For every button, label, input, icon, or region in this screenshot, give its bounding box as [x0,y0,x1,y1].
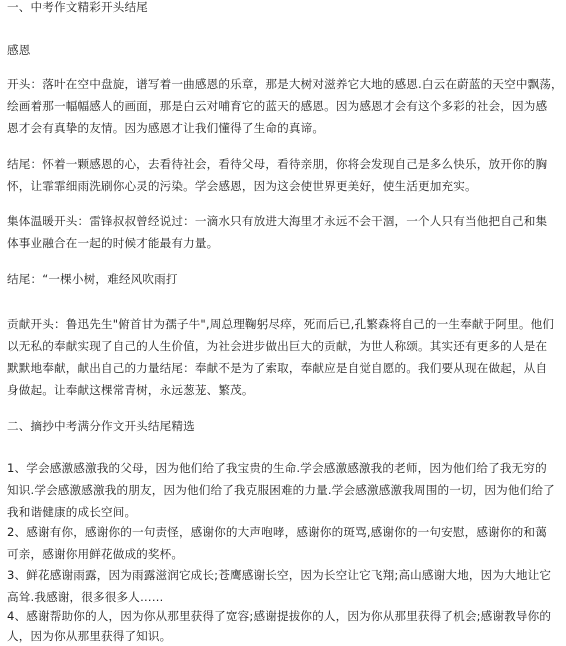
topic-heading-gratitude: 感恩 [7,43,31,57]
paragraph-line: 体事业融合在一起的时候才能最有力量。 [7,236,219,250]
paragraph-line: 贡献开头：鲁迅先生"俯首甘为孺子牛",周总理鞠躬尽瘁，死而后已,孔繁森将自己的一生奉献于阿里。他们 [7,317,555,331]
list-item-line: 我和谐健康的成长空间。 [7,505,137,519]
paragraph-line: 结尾：“一棵小树，难经风吹雨打 [7,272,178,286]
list-item-line: 高耸.我感谢，很多很多人…… [7,590,164,604]
paragraph-line: 集体温暖开头：雷锋叔叔曾经说过：一滴水只有放进大海里才永远不会干涸，一个人只有当他把自己和集 [7,214,548,228]
list-item-line: 知识.学会感激感激我的朋友，因为他们给了我克服困难的力量.学会感激感激我周围的一切，因为他们给了 [7,483,555,497]
paragraph-line: 怀，让霏霏细雨洗刷你心灵的污染。学会感恩，因为这会使世界更美好，使生活更加充实。 [7,179,477,193]
list-item-line: 2、感谢有你，感谢你的一句责怪，感谢你的大声咆哮，感谢你的斑骂,感谢你的一句安慰，感谢你的和蔼 [7,525,547,539]
list-item-line: 1、学会感激感激我的父母，因为他们给了我宝贵的生命.学会感激感激我的老师，因为他们给了我无穷的 [7,461,547,475]
paragraph-line: 结尾：怀着一颗感恩的心，去看待社会，看待父母，看待亲朋，你将会发现自己是多么快乐，放开你的胸 [7,157,548,171]
paragraph-line: 身做起。让奉献这棵常青树，永远葱茏、繁茂。 [7,383,254,397]
section-heading-2: 二、摘抄中考满分作文开头结尾精选 [7,419,195,433]
paragraph-line: 以无私的奉献实现了自己的人生价值，为社会进步做出巨大的贡献，为世人称颂。其实还有更多的人是在 [7,339,548,353]
paragraph-line: 恩才会有真挚的友情。因为感恩才让我们懂得了生命的真谛。 [7,121,325,135]
list-item-line: 可亲，感谢你用鲜花做成的奖杯。 [7,547,184,561]
list-item-line: 3、鲜花感谢雨露，因为雨露滋润它成长;苍鹰感谢长空，因为长空让它飞翔;高山感谢大地，因为大地让它 [7,568,552,582]
list-item-line: 4、感谢帮助你的人，因为你从那里获得了宽容;感谢提拔你的人，因为你从那里获得了机会;感谢教导你的 [7,609,552,623]
paragraph-line: 开头：落叶在空中盘旋，谱写着一曲感恩的乐章，那是大树对滋养它大地的感恩.白云在蔚蓝的天空中飘荡， [7,77,563,91]
paragraph-line: 绘画着那一幅幅感人的画面，那是白云对哺育它的蓝天的感恩。因为感恩才会有这个多彩的社会，因为感 [7,99,548,113]
list-item-line: 人，因为你从那里获得了知识。 [7,629,172,643]
section-heading-1: 一、中考作文精彩开头结尾 [7,0,148,14]
paragraph-line: 默默地奉献，献出自己的力量结尾：奉献不是为了索取，奉献应是自觉自愿的。我们要从现在做起，从自 [7,361,548,375]
